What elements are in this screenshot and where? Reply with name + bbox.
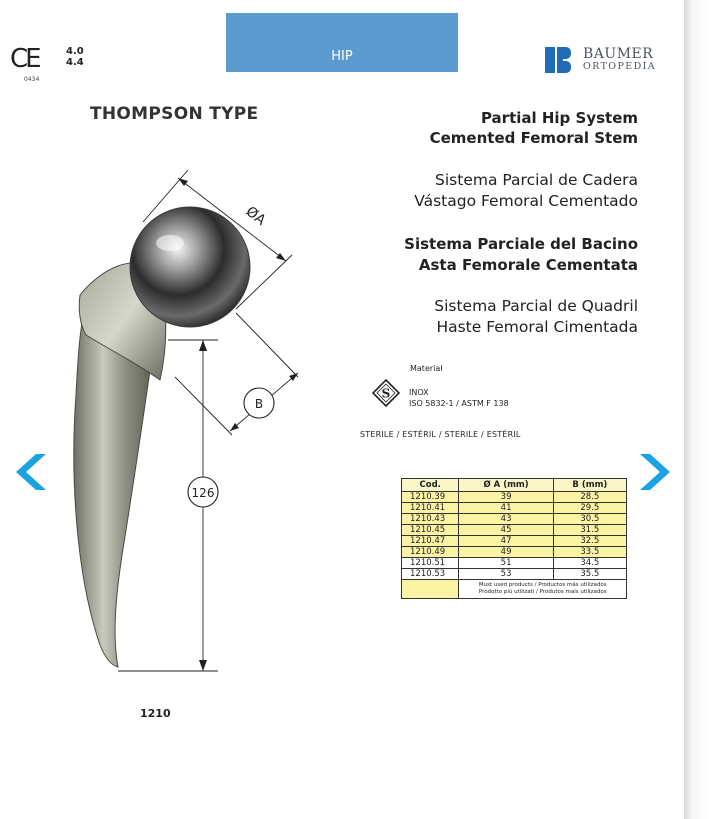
row-code: 1210.47 [402, 536, 459, 547]
table-row [402, 503, 627, 514]
baumer-logo-icon [545, 47, 577, 73]
section-tab-hip[interactable]: HIP [226, 13, 458, 72]
row-a: 45 [459, 525, 553, 536]
table-row [402, 492, 627, 503]
row-a: 43 [459, 514, 553, 525]
row-b: 35.5 [553, 569, 626, 580]
description-english [430, 108, 638, 148]
dimension-a-label: ØA [242, 203, 269, 229]
product-title: THOMPSON TYPE [90, 104, 259, 124]
row-b: 29.5 [553, 503, 626, 514]
length-label: 126 [191, 486, 215, 500]
row-code: 1210.41 [402, 503, 459, 514]
legend-line-1: Must used products / Productos más utilizados [478, 582, 607, 588]
previous-page-arrow-icon[interactable] [14, 452, 48, 492]
sterile-label: STERILE / ESTÉRIL / STERILE / ESTÉRIL [360, 430, 521, 439]
row-b: 34.5 [553, 558, 626, 569]
header-b: B (mm) [553, 479, 626, 492]
header-diameter-a: Ø A (mm) [459, 479, 553, 492]
row-a: 49 [459, 547, 553, 558]
desc-es-line-2: Vástago Femoral Cementado [414, 192, 638, 210]
material-label: Material [410, 364, 443, 373]
legend-line-2: Prodotto più utilizati / Produtos mais utilizados [478, 589, 607, 595]
material-type: INOX [409, 388, 429, 397]
desc-pt-line-1: Sistema Parcial de Quadril [434, 297, 638, 315]
row-code: 1210.49 [402, 547, 459, 558]
row-code: 1210.45 [402, 525, 459, 536]
row-code: 1210.39 [402, 492, 459, 503]
table-row [402, 558, 627, 569]
table-row [402, 525, 627, 536]
product-code: 1210 [140, 707, 171, 720]
table-row [402, 536, 627, 547]
table-row [402, 547, 627, 558]
ce-number: 0434 [24, 76, 40, 83]
material-icon-letter: S [381, 386, 391, 401]
row-code: 1210.53 [402, 569, 459, 580]
legend-text [459, 580, 627, 599]
legend-swatch [402, 580, 459, 599]
row-a: 51 [459, 558, 553, 569]
table-legend-row [402, 580, 627, 599]
row-code: 1210.43 [402, 514, 459, 525]
table-row [402, 569, 627, 580]
desc-it-line-2: Asta Femorale Cementata [418, 256, 638, 274]
material-standard: ISO 5832-1 / ASTM F 138 [409, 399, 509, 408]
description-portuguese [434, 296, 638, 338]
ce-mark: CE [10, 44, 39, 74]
header-code: Cod. [402, 479, 459, 492]
desc-en-line-1: Partial Hip System [480, 109, 638, 127]
ce-version-1: 4.0 [66, 46, 84, 57]
row-b: 30.5 [553, 514, 626, 525]
row-a: 39 [459, 492, 553, 503]
desc-es-line-1: Sistema Parcial de Cadera [435, 171, 638, 189]
stainless-steel-icon [372, 379, 400, 407]
row-b: 32.5 [553, 536, 626, 547]
table-header-row [402, 479, 627, 492]
dimension-b-label: B [254, 397, 264, 411]
desc-pt-line-2: Haste Femoral Cimentada [436, 318, 638, 336]
desc-en-line-2: Cemented Femoral Stem [429, 129, 638, 147]
ce-versions [66, 46, 84, 68]
next-page-arrow-icon[interactable] [638, 452, 672, 492]
page-right-edge [684, 0, 710, 819]
row-b: 31.5 [553, 525, 626, 536]
row-code: 1210.51 [402, 558, 459, 569]
row-a: 47 [459, 536, 553, 547]
femoral-head [130, 207, 250, 327]
brand-name: BAUMER [583, 46, 654, 62]
row-b: 33.5 [553, 547, 626, 558]
description-italian [404, 234, 638, 276]
description-spanish [414, 170, 638, 212]
ce-version-2: 4.4 [66, 57, 84, 68]
femoral-stem-diagram [40, 155, 340, 695]
row-b: 28.5 [553, 492, 626, 503]
size-table [401, 478, 627, 599]
row-a: 41 [459, 503, 553, 514]
table-row [402, 514, 627, 525]
desc-it-line-1: Sistema Parciale del Bacino [404, 235, 638, 253]
brand-subtitle: ORTOPEDIA [583, 61, 657, 72]
row-a: 53 [459, 569, 553, 580]
material-name [409, 387, 509, 409]
